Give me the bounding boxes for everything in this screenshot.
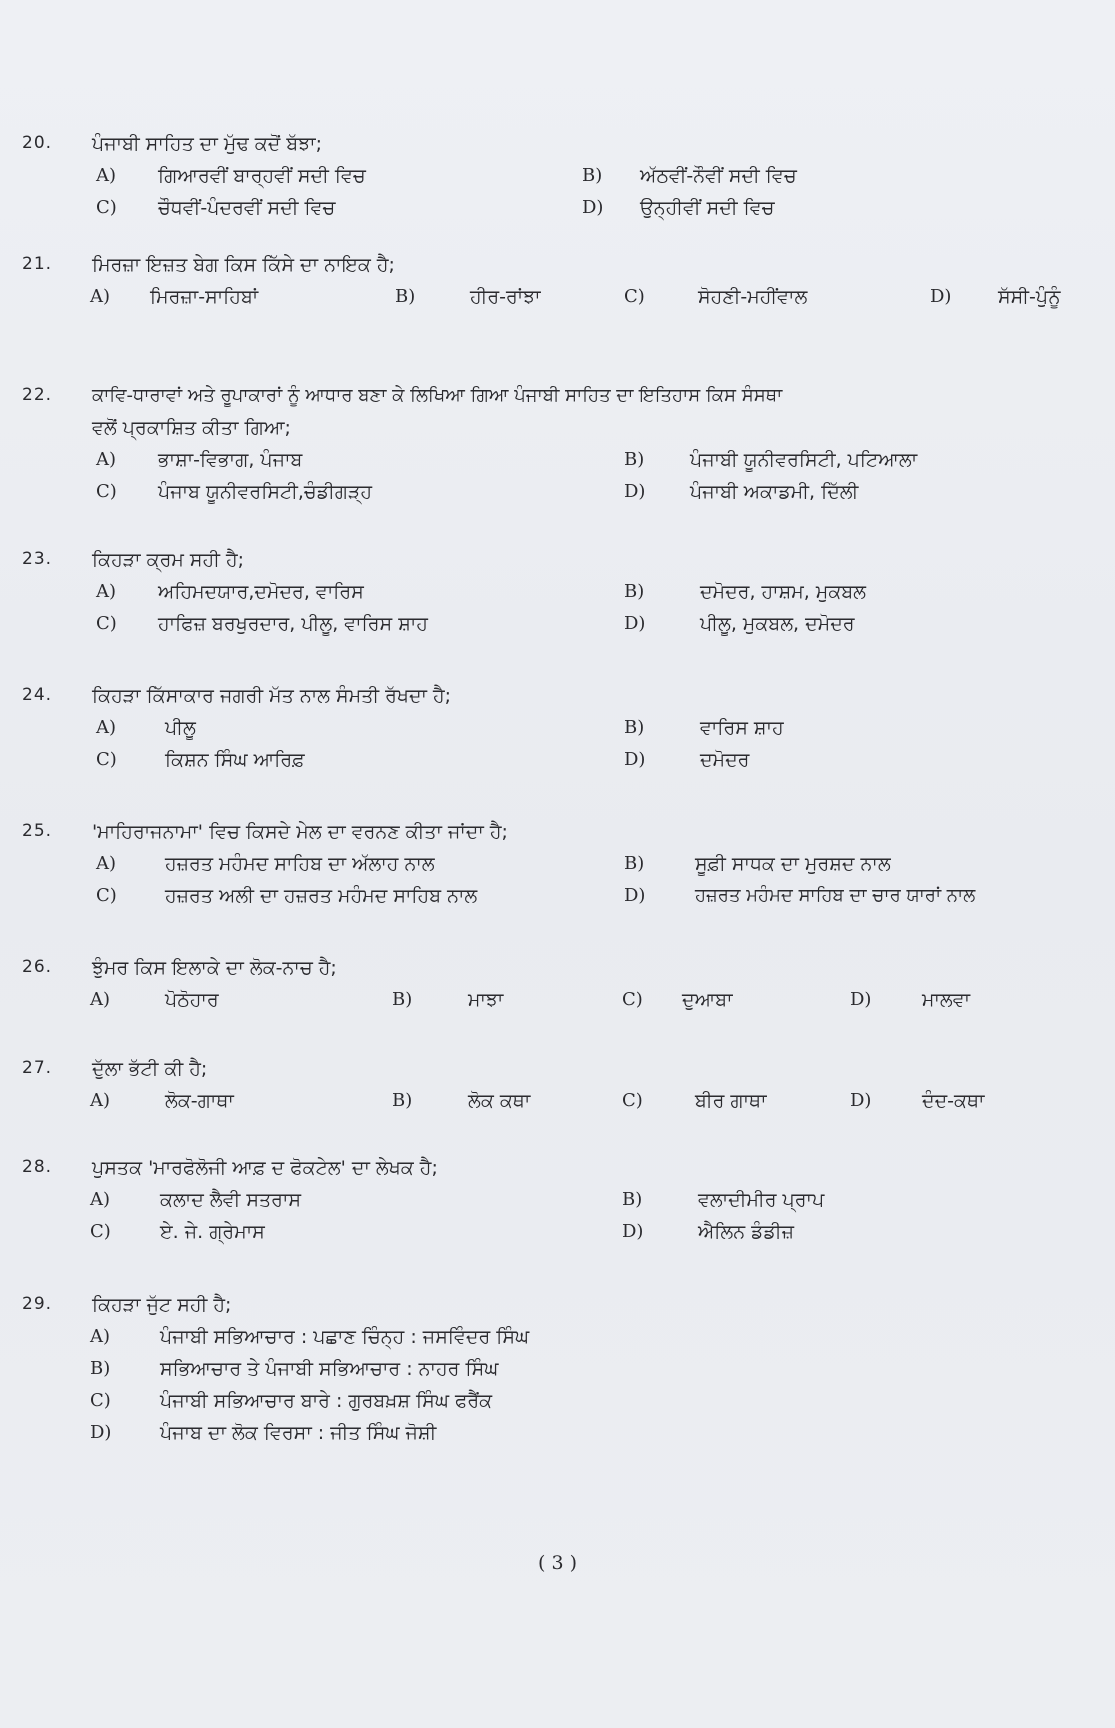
- option-text: ਕਲਾਦ ਲੈਵੀ ਸਤਰਾਸ: [160, 1189, 302, 1211]
- option-text: ਦਮੋਦਰ, ਹਾਸ਼ਮ, ਮੁਕਬਲ: [700, 581, 867, 603]
- option-text: ਸਭਿਆਚਾਰ ਤੇ ਪੰਜਾਬੀ ਸਭਿਆਚਾਰ : ਨਾਹਰ ਸਿੰਘ: [160, 1358, 499, 1380]
- option-text: ਲੋਕ ਕਥਾ: [468, 1090, 531, 1112]
- question-text: ਕਿਹੜਾ ਜੁੱਟ ਸਹੀ ਹੈ;: [92, 1294, 232, 1316]
- question-text: ਕਾਵਿ-ਧਾਰਾਵਾਂ ਅਤੇ ਰੂਪਾਕਾਰਾਂ ਨੂੰ ਆਧਾਰ ਬਣਾ ਕੇ ਲਿਖਿਆ ਗਿਆ ਪੰਜਾਬੀ ਸਾਹਿਤ ਦਾ ਇਤਿਹਾਸ ਕਿਸ ਸੰਸਥਾ: [92, 385, 783, 406]
- question-text: 'ਮਾਹਿਰਾਜਨਾਮਾ' ਵਿਚ ਕਿਸਦੇ ਮੇਲ ਦਾ ਵਰਨਣ ਕੀਤਾ ਜਾਂਦਾ ਹੈ;: [92, 821, 508, 843]
- option-label: C): [96, 613, 117, 634]
- option-text: ਐਲਿਨ ਡੰਡੀਜ਼: [698, 1221, 794, 1243]
- question-24: [0, 685, 1115, 781]
- option-text: ਪੰਜਾਬ ਯੂਨੀਵਰਸਿਟੀ,ਚੰਡੀਗੜ੍ਹ: [158, 481, 373, 503]
- option-label: A): [90, 286, 111, 307]
- option-text: ਵਾਰਿਸ ਸ਼ਾਹ: [700, 717, 784, 739]
- option-text: ਪੰਜਾਬੀ ਯੂਨੀਵਰਸਿਟੀ, ਪਟਿਆਲਾ: [690, 449, 918, 471]
- option-label: B): [392, 989, 413, 1010]
- option-label: D): [624, 481, 646, 502]
- option-label: C): [622, 1090, 643, 1111]
- question-23: [0, 549, 1115, 645]
- option-text: ਸੂਫ਼ੀ ਸਾਧਕ ਦਾ ਮੁਰਸ਼ਦ ਨਾਲ: [695, 853, 891, 875]
- question-text-continued: ਵਲੋਂ ਪ੍ਰਕਾਸ਼ਿਤ ਕੀਤਾ ਗਿਆ;: [92, 417, 291, 439]
- option-text: ਬੀਰ ਗਾਥਾ: [695, 1090, 767, 1112]
- question-21: [0, 254, 1115, 318]
- option-text: ਮਿਰਜ਼ਾ-ਸਾਹਿਬਾਂ: [150, 286, 259, 308]
- option-text: ਵਲਾਦੀਮੀਰ ਪ੍ਰਾਪ: [698, 1189, 825, 1211]
- option-label: A): [90, 1326, 111, 1347]
- option-text: ਮਾਲਵਾ: [922, 989, 971, 1011]
- option-label: A): [96, 717, 117, 738]
- question-number: 29.: [22, 1294, 53, 1314]
- question-number: 26.: [22, 957, 53, 977]
- option-label: D): [622, 1221, 644, 1242]
- option-label: D): [624, 749, 646, 770]
- option-text: ਹਾਫਿਜ਼ ਬਰਖੁਰਦਾਰ, ਪੀਲੂ, ਵਾਰਿਸ ਸ਼ਾਹ: [158, 613, 428, 635]
- option-label: D): [582, 197, 604, 218]
- question-26: [0, 957, 1115, 1021]
- option-text: ਸੱਸੀ-ਪੁੰਨੂੰ: [998, 286, 1061, 308]
- option-label: C): [96, 749, 117, 770]
- question-28: [0, 1157, 1115, 1253]
- option-text: ਸੋਹਣੀ-ਮਹੀਂਵਾਲ: [698, 286, 808, 308]
- option-text: ਪੀਲੂ, ਮੁਕਬਲ, ਦਮੋਦਰ: [700, 613, 855, 635]
- option-label: C): [90, 1221, 111, 1242]
- option-label: A): [90, 1090, 111, 1111]
- option-text: ਗਿਆਰਵੀਂ ਬਾਰ੍ਹਵੀਂ ਸਦੀ ਵਿਚ: [158, 165, 366, 187]
- option-label: B): [624, 853, 645, 874]
- question-text: ਦੁੱਲਾ ਭੱਟੀ ਕੀ ਹੈ;: [92, 1058, 208, 1080]
- question-20: [0, 133, 1115, 229]
- option-label: C): [90, 1390, 111, 1411]
- question-25: [0, 821, 1115, 917]
- question-text: ਝੁੰਮਰ ਕਿਸ ਇਲਾਕੇ ਦਾ ਲੋਕ-ਨਾਚ ਹੈ;: [92, 957, 337, 979]
- option-label: C): [96, 197, 117, 218]
- option-label: C): [624, 286, 645, 307]
- option-label: C): [96, 885, 117, 906]
- option-label: D): [90, 1422, 112, 1443]
- option-text: ਦਮੋਦਰ: [700, 749, 750, 771]
- option-label: C): [96, 481, 117, 502]
- option-label: A): [90, 989, 111, 1010]
- option-text: ਕਿਸ਼ਨ ਸਿੰਘ ਆਰਿਫ਼: [165, 749, 305, 771]
- option-text: ਦੰਦ-ਕਥਾ: [922, 1090, 985, 1112]
- option-label: B): [395, 286, 416, 307]
- page-number: ( 3 ): [538, 1552, 577, 1574]
- option-label: A): [96, 853, 117, 874]
- option-label: D): [624, 613, 646, 634]
- question-number: 24.: [22, 685, 53, 705]
- option-label: B): [392, 1090, 413, 1111]
- option-text: ਅੱਠਵੀਂ-ਨੌਵੀਂ ਸਦੀ ਵਿਚ: [640, 165, 797, 187]
- question-number: 27.: [22, 1058, 53, 1078]
- option-label: D): [850, 989, 872, 1010]
- option-label: B): [90, 1358, 111, 1379]
- option-label: D): [850, 1090, 872, 1111]
- option-text: ਮਾਝਾ: [468, 989, 504, 1011]
- question-22: [0, 385, 1115, 513]
- option-text: ਏ. ਜੇ. ਗ੍ਰੇਮਾਸ: [160, 1221, 265, 1243]
- option-label: A): [96, 581, 117, 602]
- question-number: 25.: [22, 821, 53, 841]
- option-label: B): [624, 449, 645, 470]
- option-label: D): [930, 286, 952, 307]
- option-label: A): [96, 449, 117, 470]
- question-text: ਮਿਰਜ਼ਾ ਇਜ਼ਤ ਬੇਗ ਕਿਸ ਕਿੱਸੇ ਦਾ ਨਾਇਕ ਹੈ;: [92, 254, 395, 276]
- option-text: ਪੰਜਾਬ ਦਾ ਲੋਕ ਵਿਰਸਾ : ਜੀਤ ਸਿੰਘ ਜੋਸ਼ੀ: [160, 1422, 437, 1444]
- option-text: ਭਾਸ਼ਾ-ਵਿਭਾਗ, ਪੰਜਾਬ: [158, 449, 303, 471]
- question-29: [0, 1294, 1115, 1454]
- option-label: C): [622, 989, 643, 1010]
- question-27: [0, 1058, 1115, 1122]
- option-label: B): [624, 717, 645, 738]
- question-number: 20.: [22, 133, 53, 153]
- question-text: ਕਿਹੜਾ ਕਿੱਸਾਕਾਰ ਜਗਰੀ ਮੱਤ ਨਾਲ ਸੰਮਤੀ ਰੱਖਦਾ ਹੈ;: [92, 685, 452, 707]
- option-text: ਅਹਿਮਦਯਾਰ,ਦਮੋਦਰ, ਵਾਰਿਸ: [158, 581, 364, 603]
- option-text: ਹਜ਼ਰਤ ਮਹੰਮਦ ਸਾਹਿਬ ਦਾ ਚਾਰ ਯਾਰਾਂ ਨਾਲ: [695, 885, 976, 906]
- option-text: ਲੋਕ-ਗਾਥਾ: [165, 1090, 234, 1112]
- option-text: ਹੀਰ-ਰਾਂਝਾ: [470, 286, 541, 308]
- question-number: 23.: [22, 549, 53, 569]
- option-text: ਪੰਜਾਬੀ ਸਭਿਆਚਾਰ ਬਾਰੇ : ਗੁਰਬਖ਼ਸ਼ ਸਿੰਘ ਫਰੈਂਕ: [160, 1390, 493, 1412]
- question-number: 22.: [22, 385, 53, 405]
- option-text: ਦੁਆਬਾ: [682, 989, 733, 1011]
- option-text: ਪੋਠੋਹਾਰ: [165, 989, 219, 1011]
- question-number: 21.: [22, 254, 53, 274]
- option-text: ਉਨ੍ਹੀਵੀਂ ਸਦੀ ਵਿਚ: [640, 197, 775, 219]
- question-text: ਕਿਹੜਾ ਕ੍ਰਮ ਸਹੀ ਹੈ;: [92, 549, 245, 571]
- option-label: B): [624, 581, 645, 602]
- option-label: A): [96, 165, 117, 186]
- option-text: ਹਜ਼ਰਤ ਮਹੰਮਦ ਸਾਹਿਬ ਦਾ ਅੱਲਾਹ ਨਾਲ: [165, 853, 435, 875]
- question-text: ਪੰਜਾਬੀ ਸਾਹਿਤ ਦਾ ਮੁੱਢ ਕਦੋਂ ਬੱਝਾ;: [92, 133, 323, 155]
- option-text: ਹਜ਼ਰਤ ਅਲੀ ਦਾ ਹਜ਼ਰਤ ਮਹੰਮਦ ਸਾਹਿਬ ਨਾਲ: [165, 885, 478, 907]
- question-text: ਪੁਸਤਕ 'ਮਾਰਫੋਲੋਜੀ ਆਫ਼ ਦ ਫੋਕਟੇਲ' ਦਾ ਲੇਖਕ ਹੈ;: [92, 1157, 438, 1179]
- question-number: 28.: [22, 1157, 53, 1177]
- option-label: B): [582, 165, 603, 186]
- option-text: ਪੀਲੂ: [165, 717, 196, 739]
- option-label: D): [624, 885, 646, 906]
- option-label: B): [622, 1189, 643, 1210]
- option-text: ਚੌਧਵੀਂ-ਪੰਦਰਵੀਂ ਸਦੀ ਵਿਚ: [158, 197, 336, 219]
- option-label: A): [90, 1189, 111, 1210]
- option-text: ਪੰਜਾਬੀ ਸਭਿਆਚਾਰ : ਪਛਾਣ ਚਿੰਨ੍ਹ : ਜਸਵਿੰਦਰ ਸਿੰਘ: [160, 1326, 530, 1348]
- option-text: ਪੰਜਾਬੀ ਅਕਾਡਮੀ, ਦਿੱਲੀ: [690, 481, 859, 503]
